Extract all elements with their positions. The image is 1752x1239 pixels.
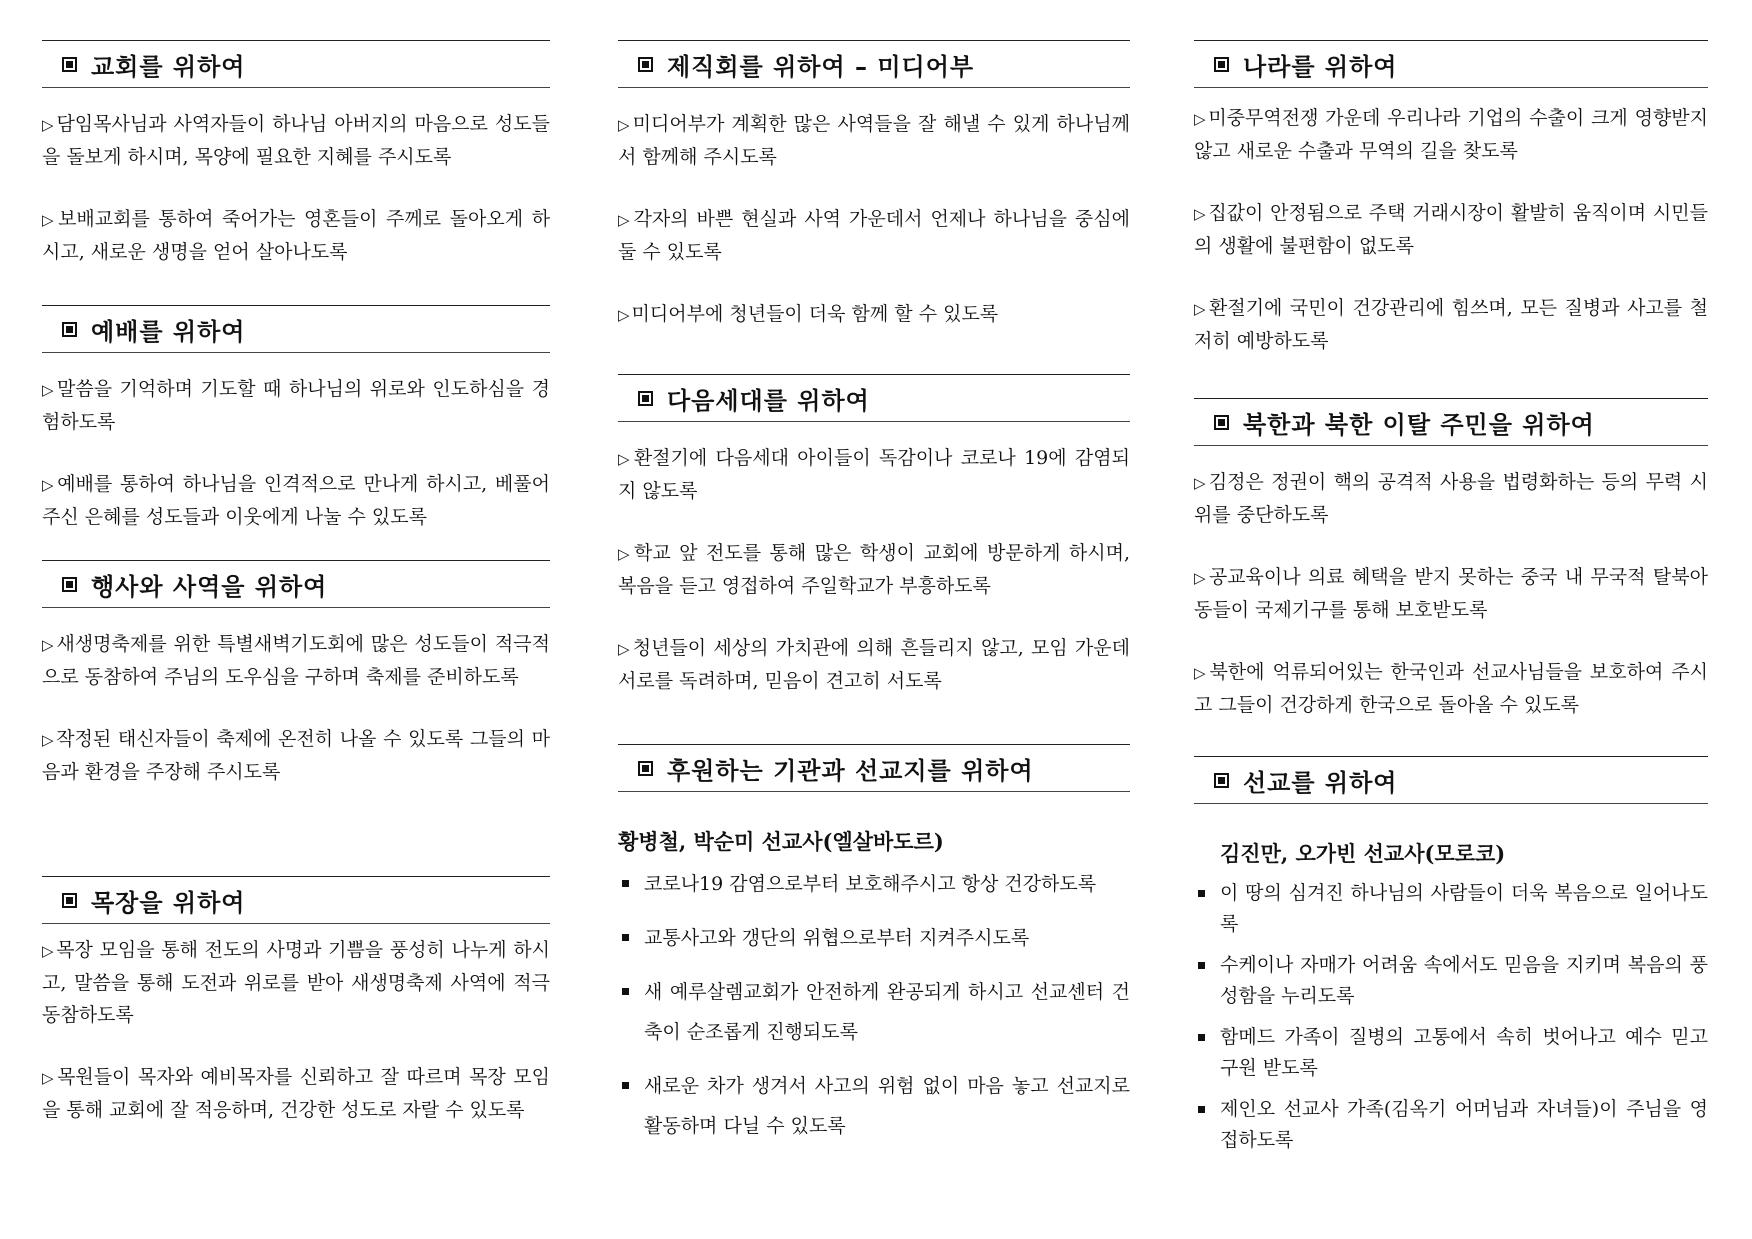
triangle-right-icon: ▷ bbox=[1194, 664, 1208, 682]
prayer-item: ▷ 환절기에 국민이 건강관리에 힘쓰며, 모든 질병과 사고를 철저히 예방하도록 bbox=[1194, 297, 1708, 352]
section-header bbox=[42, 40, 550, 88]
triangle-right-icon: ▷ bbox=[618, 306, 630, 324]
section-media-team bbox=[618, 40, 1130, 331]
missionary-name: 황병철, 박순미 선교사(엘살바도르) bbox=[618, 829, 944, 854]
bullet-item: 이 땅의 심겨진 하나님의 사람들이 더욱 복음으로 일어나도록 bbox=[1194, 878, 1708, 940]
section-header bbox=[618, 40, 1130, 88]
triangle-right-icon: ▷ bbox=[618, 116, 631, 134]
section-title: 후원하는 기관과 선교지를 위하여 bbox=[667, 756, 1034, 785]
triangle-right-icon: ▷ bbox=[1194, 474, 1207, 492]
prayer-item: ▷ 예배를 통하여 하나님을 인격적으로 만나게 하시고, 베풀어주신 은혜를 성도들과 이웃에게 나눌 수 있도록 bbox=[42, 473, 550, 528]
prayer-item: ▷ 각자의 바쁜 현실과 사역 가운데서 언제나 하나님을 중심에 둘 수 있도록 bbox=[618, 208, 1130, 263]
prayer-item: ▷ 학교 앞 전도를 통해 많은 학생이 교회에 방문하게 하시며, 복음을 듣고 영접하여 주일학교가 부흥하도록 bbox=[618, 542, 1130, 597]
section-north-korea bbox=[1194, 398, 1708, 721]
bullet-item: 새로운 차가 생겨서 사고의 위험 없이 마음 놓고 선교지로 활동하며 다닐 수 있도록 bbox=[618, 1066, 1130, 1146]
square-marker-icon bbox=[62, 577, 77, 592]
square-marker-icon bbox=[638, 57, 653, 72]
section-header bbox=[1194, 40, 1708, 88]
prayer-item: ▷ 집값이 안정됨으로 주택 거래시장이 활발히 움직이며 시민들의 생활에 불편함이 없도록 bbox=[1194, 202, 1708, 257]
prayer-item: ▷ 목원들이 목자와 예비목자를 신뢰하고 잘 따르며 목장 모임을 통해 교회에 잘 적응하며, 건강한 성도로 자랄 수 있도록 bbox=[42, 1066, 550, 1121]
triangle-right-icon: ▷ bbox=[42, 731, 55, 749]
section-header bbox=[1194, 398, 1708, 446]
square-marker-icon bbox=[1214, 773, 1229, 788]
section-header bbox=[1194, 756, 1708, 804]
section-header bbox=[42, 876, 550, 924]
prayer-item: ▷ 담임목사님과 사역자들이 하나님 아버지의 마음으로 성도들을 돌보게 하시며, 목양에 필요한 지혜를 주시도록 bbox=[42, 113, 550, 168]
square-marker-icon bbox=[62, 893, 77, 908]
bullet-item: 수케이나 자매가 어려움 속에서도 믿음을 지키며 복음의 풍성함을 누리도록 bbox=[1194, 950, 1708, 1012]
bullet-item: 코로나19 감염으로부터 보호해주시고 항상 건강하도록 bbox=[618, 864, 1130, 904]
bullet-item: 함메드 가족이 질병의 고통에서 속히 벗어나고 예수 믿고 구원 받도록 bbox=[1194, 1022, 1708, 1084]
section-next-generation bbox=[618, 374, 1130, 697]
section-missions-support bbox=[618, 744, 1130, 1146]
section-title: 선교를 위하여 bbox=[1243, 768, 1398, 797]
section-church bbox=[42, 40, 550, 268]
prayer-item: ▷ 새생명축제를 위한 특별새벽기도회에 많은 성도들이 적극적으로 동참하여 주님의 도우심을 구하며 축제를 준비하도록 bbox=[42, 633, 550, 688]
triangle-right-icon: ▷ bbox=[42, 381, 55, 399]
section-header bbox=[618, 744, 1130, 792]
triangle-right-icon: ▷ bbox=[42, 116, 55, 134]
square-marker-icon bbox=[1214, 415, 1229, 430]
section-worship bbox=[42, 305, 550, 533]
prayer-item: ▷ 미중무역전쟁 가운데 우리나라 기업의 수출이 크게 영향받지 않고 새로운 수출과 무역의 길을 찾도록 bbox=[1194, 107, 1708, 162]
prayer-item: ▷ 목장 모임을 통해 전도의 사명과 기쁨을 풍성히 나누게 하시고, 말씀을 통해 도전과 위로를 받아 새생명축제 사역에 적극 동참하도록 bbox=[42, 939, 550, 1026]
section-header bbox=[618, 374, 1130, 422]
triangle-right-icon: ▷ bbox=[618, 450, 632, 468]
square-marker-icon bbox=[638, 391, 653, 406]
section-title: 제직회를 위하여 – 미디어부 bbox=[667, 52, 975, 81]
triangle-right-icon: ▷ bbox=[42, 476, 56, 494]
triangle-right-icon: ▷ bbox=[1194, 205, 1207, 223]
section-missions bbox=[1194, 756, 1708, 1156]
bullet-item: 교통사고와 갱단의 위협으로부터 지켜주시도록 bbox=[618, 918, 1130, 958]
prayer-item: ▷ 보배교회를 통하여 죽어가는 영혼들이 주께로 돌아오게 하시고, 새로운 생명을 얻어 살아나도록 bbox=[42, 208, 550, 263]
prayer-item: ▷ 청년들이 세상의 가치관에 의해 흔들리지 않고, 모임 가운데 서로를 독려하며, 믿음이 견고히 서도록 bbox=[618, 637, 1130, 692]
section-cell-group bbox=[42, 876, 550, 1126]
prayer-item: ▷ 미디어부에 청년들이 더욱 함께 할 수 있도록 bbox=[618, 303, 999, 325]
square-marker-icon bbox=[638, 761, 653, 776]
section-events bbox=[42, 560, 550, 788]
triangle-right-icon: ▷ bbox=[1194, 300, 1207, 318]
triangle-right-icon: ▷ bbox=[42, 942, 55, 960]
prayer-item: ▷ 김정은 정권이 핵의 공격적 사용을 법령화하는 등의 무력 시위를 중단하도록 bbox=[1194, 471, 1708, 526]
section-title: 행사와 사역을 위하여 bbox=[91, 572, 328, 601]
section-header bbox=[42, 560, 550, 608]
bullet-item: 제인오 선교사 가족(김옥기 어머님과 자녀들)이 주님을 영접하도록 bbox=[1194, 1094, 1708, 1156]
section-nation bbox=[1194, 40, 1708, 357]
triangle-right-icon: ▷ bbox=[42, 636, 55, 654]
triangle-right-icon: ▷ bbox=[618, 211, 632, 229]
section-title: 나라를 위하여 bbox=[1243, 52, 1398, 81]
section-header bbox=[42, 305, 550, 353]
section-title: 예배를 위하여 bbox=[91, 317, 246, 346]
section-title: 목장을 위하여 bbox=[91, 888, 246, 917]
square-marker-icon bbox=[62, 57, 77, 72]
section-title: 다음세대를 위하여 bbox=[667, 386, 870, 415]
section-title: 북한과 북한 이탈 주민을 위하여 bbox=[1243, 410, 1595, 439]
triangle-right-icon: ▷ bbox=[618, 545, 632, 563]
triangle-right-icon: ▷ bbox=[618, 640, 631, 658]
square-marker-icon bbox=[1214, 57, 1229, 72]
triangle-right-icon: ▷ bbox=[1194, 110, 1207, 128]
prayer-item: ▷ 미디어부가 계획한 많은 사역들을 잘 해낼 수 있게 하나님께서 함께해 주시도록 bbox=[618, 113, 1130, 168]
prayer-item: ▷ 작정된 태신자들이 축제에 온전히 나올 수 있도록 그들의 마음과 환경을 주장해 주시도록 bbox=[42, 728, 550, 783]
section-title: 교회를 위하여 bbox=[91, 52, 246, 81]
prayer-item: ▷ 북한에 억류되어있는 한국인과 선교사님들을 보호하여 주시고 그들이 건강하게 한국으로 돌아올 수 있도록 bbox=[1194, 661, 1708, 716]
triangle-right-icon: ▷ bbox=[42, 211, 57, 229]
bullet-item: 새 예루살렘교회가 안전하게 완공되게 하시고 선교센터 건축이 순조롭게 진행되도록 bbox=[618, 972, 1130, 1052]
triangle-right-icon: ▷ bbox=[1194, 569, 1207, 587]
square-marker-icon bbox=[62, 322, 77, 337]
triangle-right-icon: ▷ bbox=[42, 1069, 55, 1087]
prayer-item: ▷ 말씀을 기억하며 기도할 때 하나님의 위로와 인도하심을 경험하도록 bbox=[42, 378, 550, 433]
prayer-item: ▷ 공교육이나 의료 혜택을 받지 못하는 중국 내 무국적 탈북아동들이 국제기구를 통해 보호받도록 bbox=[1194, 566, 1708, 621]
missionary-name: 김진만, 오가빈 선교사(모로코) bbox=[1220, 841, 1506, 866]
prayer-item: ▷ 환절기에 다음세대 아이들이 독감이나 코로나 19에 감염되지 않도록 bbox=[618, 447, 1130, 502]
